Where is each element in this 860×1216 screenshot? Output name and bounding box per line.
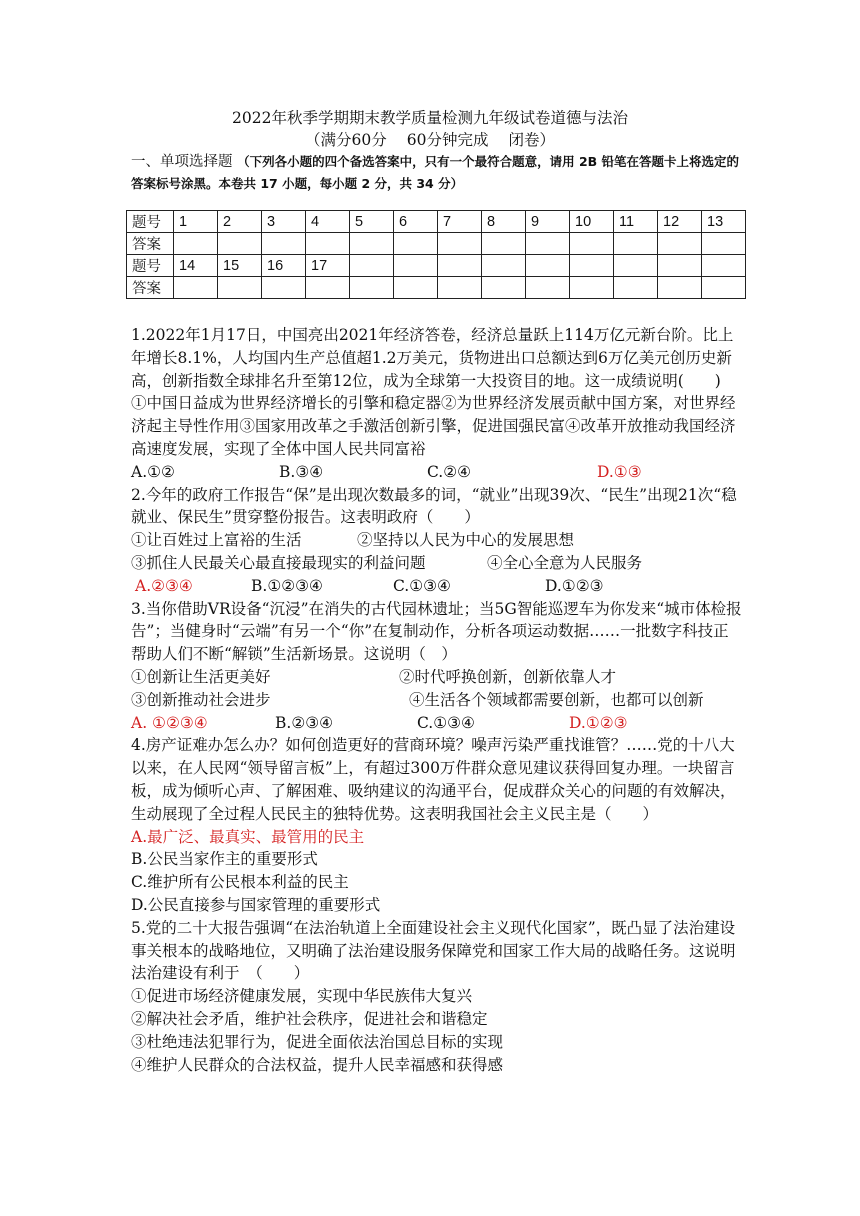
table-cell: 15 xyxy=(218,255,262,277)
option-b: B.②③④ xyxy=(275,713,334,732)
table-cell: 14 xyxy=(174,255,218,277)
answer-table xyxy=(126,210,746,299)
table-cell xyxy=(262,277,306,299)
time-limit: 60分钟完成 xyxy=(406,131,489,149)
table-cell xyxy=(658,277,702,299)
table-cell xyxy=(482,255,526,277)
section-note: （下列各小题的四个备选答案中，只有一个最符合题意，请用 2B 铅笔在答题卡上将选定的答案标号涂黑。本卷共 17 小题，每小题 2 分，共 34 分） xyxy=(131,154,740,191)
option-d: D.公民直接参与国家管理的重要形式 xyxy=(131,895,381,914)
exam-title: 2022年秋季学期期末教学质量检测九年级试卷道德与法治 xyxy=(232,109,628,127)
choice-3: ③杜绝违法犯罪行为，促进全面依法治国总目标的实现 xyxy=(131,1032,504,1051)
table-cell: 16 xyxy=(262,255,306,277)
table-row-numbers xyxy=(127,211,746,233)
table-cell xyxy=(526,233,570,255)
choice-1: ①创新让生活更美好 xyxy=(131,667,271,686)
table-cell xyxy=(570,255,614,277)
table-cell: 5 xyxy=(350,211,394,233)
table-cell: 3 xyxy=(262,211,306,233)
table-cell: 12 xyxy=(658,211,702,233)
table-cell: 2 xyxy=(218,211,262,233)
option-c: C.维护所有公民根本利益的民主 xyxy=(131,873,349,892)
table-cell xyxy=(350,255,394,277)
questions xyxy=(131,324,743,1076)
table-cell xyxy=(438,255,482,277)
option-b: B.公民当家作主的重要形式 xyxy=(131,850,318,869)
table-cell xyxy=(262,233,306,255)
choice-3: ③创新推动社会进步 xyxy=(131,690,271,709)
option-c: C.①③④ xyxy=(417,713,475,732)
choice-2: ②坚持以人民为中心的发展思想 xyxy=(357,531,575,550)
full-score: （满分60分 xyxy=(305,131,387,149)
table-cell xyxy=(174,277,218,299)
table-cell xyxy=(218,277,262,299)
option-d: D.①②③ xyxy=(545,576,604,595)
table-cell xyxy=(350,277,394,299)
choice-3: ③抓住人民最关心最直接最现实的利益问题 xyxy=(131,553,426,572)
choice-4: ④生活各个领域都需要创新，也都可以创新 xyxy=(409,690,704,709)
section-heading: 一、单项选择题 xyxy=(131,154,233,170)
option-b: B.①②③④ xyxy=(251,576,323,595)
choice-1: ①让百姓过上富裕的生活 xyxy=(131,531,302,550)
question-1-stem: 1.2022年1月17日，中国亮出2021年经济答卷，经济总量跃上114万亿元新台阶。比上年增长8.1%，人均国内生产总值超1.2万美元，货物进出口总额达到6万亿美元创历史新高，创新指数全球排名升至第12位，成为全球第一大投资目的地。这一成绩说明( ) xyxy=(131,326,734,390)
table-cell xyxy=(438,277,482,299)
table-cell xyxy=(482,277,526,299)
question-2-stem: 2.今年的政府工作报告“保”是出现次数最多的词，“就业”出现39次、“民生”出现21次“稳就业、保民生”贯穿整份报告。这表明政府（ ） xyxy=(131,485,737,527)
option-d: D.①②③ xyxy=(569,713,628,732)
question-3-choices-row1 xyxy=(131,666,743,689)
option-a: A.②③④ xyxy=(135,576,193,595)
table-cell xyxy=(306,277,350,299)
table-row-label: 答案 xyxy=(127,277,174,299)
table-cell: 11 xyxy=(614,211,658,233)
exam-subtitle xyxy=(0,128,860,150)
option-d: D.①③ xyxy=(597,462,642,481)
table-row-numbers xyxy=(127,255,746,277)
choice-2: ②解决社会矛盾，维护社会秩序，促进社会和谐稳定 xyxy=(131,1009,488,1028)
option-b: B.③④ xyxy=(279,462,324,481)
table-cell: 9 xyxy=(526,211,570,233)
question-4-stem: 4.房产证难办怎么办？如何创造更好的营商环境？噪声污染严重找谁管？……党的十八大以来，在人民网“领导留言板”上，有超过300万件群众意见建议获得回复办理。一块留言板，成为倾听心声、了解困难、吸纳建议的沟通平台，促成群众关心的问题的有效解决，生动展现了全过程人民民主的独特优势。这表明我国社会主义民主是（ ） xyxy=(131,736,736,823)
table-cell xyxy=(614,277,658,299)
table-cell xyxy=(702,255,746,277)
table-cell xyxy=(218,233,262,255)
choice-2: ②时代呼换创新，创新依靠人才 xyxy=(399,667,617,686)
table-cell: 17 xyxy=(306,255,350,277)
option-c: C.①③④ xyxy=(393,576,451,595)
table-cell xyxy=(350,233,394,255)
table-cell xyxy=(614,233,658,255)
question-1-choices: ①中国日益成为世界经济增长的引擎和稳定器②为世界经济发展贡献中国方案，对世界经济起主导性作用③国家用改革之手激活创新引擎，促进国强民富④改革开放推动我国经济高速度发展，实现了全体中国人民共同富裕 xyxy=(131,394,736,458)
question-1-options xyxy=(131,461,743,484)
table-cell xyxy=(306,233,350,255)
choice-4: ④维护人民群众的合法权益，提升人民幸福感和获得感 xyxy=(131,1055,504,1074)
table-cell: 13 xyxy=(702,211,746,233)
table-cell: 7 xyxy=(438,211,482,233)
table-row-label: 答案 xyxy=(127,233,174,255)
question-2-options xyxy=(131,575,743,598)
table-cell xyxy=(570,277,614,299)
table-cell xyxy=(482,233,526,255)
table-cell xyxy=(570,233,614,255)
option-a: A. ①②③④ xyxy=(131,713,208,732)
choice-4: ④全心全意为人民服务 xyxy=(487,553,643,572)
table-cell xyxy=(658,255,702,277)
table-cell: 10 xyxy=(570,211,614,233)
table-cell: 4 xyxy=(306,211,350,233)
table-row-answers xyxy=(127,277,746,299)
table-row-answers xyxy=(127,233,746,255)
question-2-choices-row2 xyxy=(131,552,743,575)
table-cell xyxy=(394,233,438,255)
table-cell xyxy=(438,233,482,255)
section-instructions xyxy=(131,151,741,195)
table-cell xyxy=(658,233,702,255)
table-cell xyxy=(702,277,746,299)
question-3-stem: 3.当你借助VR设备“沉浸”在消失的古代园林遗址；当5G智能巡逻车为你发来“城市体检报告”；当健身时“云端”有另一个“你”在复制动作，分析各项运动数据……一批数字科技正帮助人们不断“解锁”生活新场景。这说明（ ） xyxy=(131,599,742,664)
option-c: C.②④ xyxy=(427,462,472,481)
table-cell: 1 xyxy=(174,211,218,233)
option-a: A.最广泛、最真实、最管用的民主 xyxy=(131,827,365,846)
question-5-stem: 5.党的二十大报告强调“在法治轨道上全面建设社会主义现代化国家”，既凸显了法治建设事关根本的战略地位，又明确了法治建设服务保障党和国家工作大局的战略任务。这说明法治建设有利于 （ ） xyxy=(131,918,736,983)
table-cell: 8 xyxy=(482,211,526,233)
choice-1: ①促进市场经济健康发展，实现中华民族伟大复兴 xyxy=(131,987,473,1006)
table-cell xyxy=(394,277,438,299)
question-3-options xyxy=(131,712,743,735)
table-cell: 6 xyxy=(394,211,438,233)
question-2-choices-row1 xyxy=(131,529,743,552)
table-cell xyxy=(702,233,746,255)
option-a: A.①② xyxy=(131,462,175,481)
table-cell xyxy=(394,255,438,277)
table-cell xyxy=(526,277,570,299)
table-cell xyxy=(526,255,570,277)
table-row-label: 题号 xyxy=(127,255,174,277)
table-row-label: 题号 xyxy=(127,211,174,233)
question-3-choices-row2 xyxy=(131,689,743,712)
closed-book: 闭卷） xyxy=(508,131,555,149)
table-cell xyxy=(614,255,658,277)
table-cell xyxy=(174,233,218,255)
